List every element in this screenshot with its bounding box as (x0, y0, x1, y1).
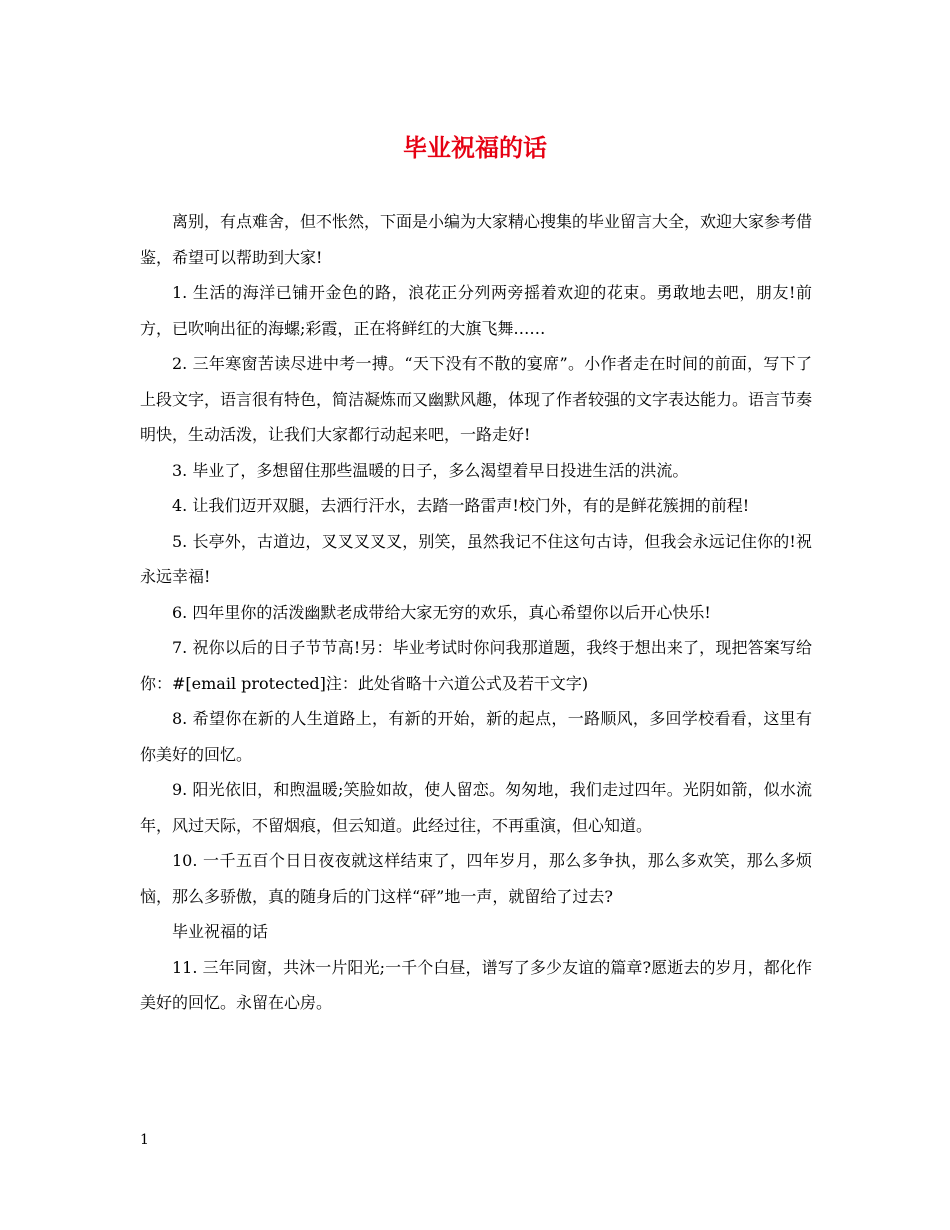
list-item: 7. 祝你以后的日子节节高!另：毕业考试时你问我那道题，我终于想出来了，现把答案写给你：#[email protected]注：此处省略十六道公式及若干文字) (140, 638, 812, 693)
list-item: 2. 三年寒窗苦读尽进中考一搏。“天下没有不散的宴席”。小作者走在时间的前面，写下了上段文字，语言很有特色，简洁凝炼而又幽默风趣，体现了作者较强的文字表达能力。语言节奏明快，生动活泼，让我们大家都行动起来吧，一路走好! (140, 354, 813, 444)
document-body (140, 204, 812, 1021)
list-item: 9. 阳光依旧，和煦温暖;笑脸如故，使人留恋。匆匆地，我们走过四年。光阴如箭，似水流年，风过天际，不留烟痕，但云知道。此经过往，不再重演，但心知道。 (140, 780, 812, 835)
list-item: 1. 生活的海洋已铺开金色的路，浪花正分列两旁摇着欢迎的花束。勇敢地去吧，朋友!前方，已吹响出征的海螺;彩霞，正在将鲜红的大旗飞舞…… (140, 283, 812, 338)
page-number: 1 (140, 1132, 149, 1148)
list-item: 4. 让我们迈开双腿，去洒行汗水，去踏一路雷声!校门外，有的是鲜花簇拥的前程! (172, 496, 750, 515)
intro-paragraph: 离别，有点难舍，但不怅然，下面是小编为大家精心搜集的毕业留言大全，欢迎大家参考借鉴，希望可以帮助到大家! (140, 212, 813, 267)
list-item: 11. 三年同窗，共沐一片阳光;一千个白昼，谱写了多少友谊的篇章?愿逝去的岁月，都化作美好的回忆。永留在心房。 (140, 957, 812, 1012)
list-item: 5. 长亭外，古道边，叉叉叉叉叉，别笑，虽然我记不住这句古诗，但我会永远记住你的!祝永远幸福! (140, 531, 812, 586)
list-item: 6. 四年里你的活泼幽默老成带给大家无穷的欢乐，真心希望你以后开心快乐! (172, 602, 711, 622)
list-item: 8. 希望你在新的人生道路上，有新的开始，新的起点，一路顺风，多回学校看看，这里有你美好的回忆。 (140, 709, 812, 764)
section-heading: 毕业祝福的话 (172, 922, 269, 941)
document-title: 毕业祝福的话 (403, 133, 547, 162)
list-item: 10. 一千五百个日日夜夜就这样结束了，四年岁月，那么多争执，那么多欢笑，那么多烦恼，那么多骄傲，真的随身后的门这样“砰”地一声，就留给了过去? (140, 851, 812, 906)
list-item: 3. 毕业了，多想留住那些温暖的日子，多么渴望着早日投进生活的洪流。 (172, 460, 689, 480)
